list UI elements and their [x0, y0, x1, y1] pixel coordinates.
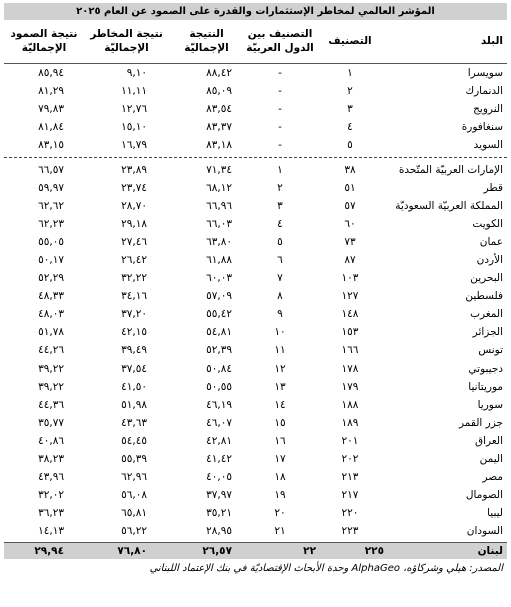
- cell-country: سوريا: [477, 398, 503, 411]
- cell-resilience: ٨٣,١٥: [38, 139, 64, 152]
- header-resilience: نتيجة الصمود الإجماليّة: [10, 28, 78, 54]
- cell-arab-rank: ١٦: [274, 434, 286, 447]
- cell-arab-rank: ١٥: [274, 416, 286, 429]
- cell-resilience: ٨١,٨٤: [38, 121, 64, 134]
- cell-resilience: ٥٥,٠٥: [38, 235, 64, 248]
- cell-total: ٣٧,٩٧: [206, 489, 232, 502]
- table-row: [4, 414, 507, 432]
- cell-rank: ٢٢٣: [341, 525, 359, 538]
- cell-resilience: ٣٩,٢٢: [38, 380, 64, 393]
- cell-rank: ٥: [347, 139, 353, 152]
- cell-total: ٦٨,١٢: [206, 181, 232, 194]
- table-title: المؤشر العالمي لمخاطر الإستثمارات والقدرة على الصمود عن العام ٢٠٢٥: [4, 3, 507, 20]
- cell-arab-rank: ٤: [277, 217, 283, 230]
- cell-risk: ١١,١١: [121, 85, 147, 98]
- cell-country: ليبيا: [487, 507, 503, 520]
- cell-total: ٥٠,٨٤: [206, 362, 232, 375]
- cell-country: الكويت: [472, 217, 503, 230]
- lebanon-arab-rank: ٢٢: [303, 545, 316, 558]
- cell-arab-rank: ١٧: [274, 453, 286, 466]
- cell-rank: ١٥٣: [341, 326, 359, 339]
- cell-total: ٨٣,٣٧: [206, 121, 232, 134]
- cell-rank: ٢٠٢: [341, 453, 359, 466]
- cell-resilience: ٤٨,٣٣: [38, 290, 64, 303]
- cell-resilience: ٣٨,٢٣: [38, 453, 64, 466]
- cell-total: ٦٣,٨٠: [206, 235, 232, 248]
- cell-risk: ١٦,٧٩: [121, 139, 147, 152]
- cell-country: سويسرا: [467, 67, 503, 80]
- cell-risk: ٣٤,١٦: [121, 290, 147, 303]
- cell-total: ٨٥,٠٩: [206, 85, 232, 98]
- cell-country: العراق: [474, 434, 503, 447]
- cell-resilience: ٦٦,٥٧: [38, 163, 64, 176]
- cell-resilience: ٤٤,٣٦: [38, 398, 64, 411]
- cell-arab-rank: ٢: [277, 181, 283, 194]
- cell-country: الصومال: [465, 489, 503, 502]
- cell-arab-rank: ١: [277, 163, 283, 176]
- header-country: البلد: [480, 34, 503, 47]
- cell-arab-rank: ١٨: [274, 471, 286, 484]
- cell-risk: ٢٧,٤٦: [121, 235, 147, 248]
- lebanon-resilience: ٢٩,٩٤: [34, 545, 64, 558]
- cell-total: ٨٣,٥٤: [206, 103, 232, 116]
- cell-country: موريتانيا: [468, 380, 503, 393]
- cell-rank: ١: [347, 67, 353, 80]
- cell-arab-rank: ٥: [277, 235, 283, 248]
- cell-risk: ٥٦,٢٢: [121, 525, 147, 538]
- cell-total: ٣٥,٢١: [206, 507, 232, 520]
- cell-rank: ٦٠: [344, 217, 356, 230]
- cell-resilience: ٨١,٢٩: [38, 85, 64, 98]
- header-rank: التصنيف: [328, 34, 372, 47]
- section-divider: [4, 157, 507, 158]
- cell-country: السويد: [473, 139, 503, 152]
- cell-total: ٢٨,٩٥: [206, 525, 232, 538]
- cell-total: ٥٢,٣٩: [206, 344, 232, 357]
- table-row: [4, 305, 507, 323]
- cell-total: ٥٧,٠٩: [206, 290, 232, 303]
- table-row: [4, 287, 507, 305]
- cell-country: النرويج: [473, 103, 503, 116]
- cell-total: ٦٦,٩٦: [206, 199, 232, 212]
- table-row: [4, 432, 507, 450]
- table-row: [4, 341, 507, 359]
- cell-arab-rank: ١٤: [274, 398, 286, 411]
- cell-rank: ١٧٨: [341, 362, 359, 375]
- cell-total: ٧١,٣٤: [206, 163, 232, 176]
- cell-rank: ٢٢٠: [341, 507, 359, 520]
- cell-risk: ٢٦,٤٢: [121, 253, 147, 266]
- cell-country: جزر القمر: [459, 416, 503, 429]
- table-row: [4, 396, 507, 414]
- cell-resilience: ٤٣,٩٦: [38, 471, 64, 484]
- cell-country: عمان: [479, 235, 503, 248]
- table-row: [4, 450, 507, 468]
- cell-resilience: ٥٢,٢٩: [38, 272, 64, 285]
- cell-resilience: ٤٠,٨٦: [38, 434, 64, 447]
- cell-risk: ٣٢,٢٢: [121, 272, 147, 285]
- cell-total: ٤١,٤٢: [206, 453, 232, 466]
- cell-country: قطر: [483, 181, 503, 194]
- cell-rank: ١٤٨: [341, 308, 359, 321]
- cell-risk: ٢٣,٧٤: [121, 181, 147, 194]
- cell-country: الإمارات العربيّة المتّحدة: [398, 163, 503, 176]
- cell-resilience: ٤٨,٠٣: [38, 308, 64, 321]
- cell-risk: ٢٣,٨٩: [121, 163, 147, 176]
- cell-rank: ٥٧: [344, 199, 356, 212]
- cell-total: ٤٦,٠٧: [206, 416, 232, 429]
- cell-total: ٥٥,٤٢: [206, 308, 232, 321]
- lebanon-country: لبنان: [477, 545, 503, 558]
- cell-arab-rank: ٢٠: [274, 507, 286, 520]
- cell-resilience: ١٤,١٣: [38, 525, 64, 538]
- cell-risk: ١٥,١٠: [121, 121, 147, 134]
- cell-risk: ٩,١٠: [126, 67, 147, 80]
- table-header: [4, 20, 507, 64]
- cell-risk: ٦٥,٨١: [121, 507, 147, 520]
- cell-country: سنغافورة: [461, 121, 503, 134]
- cell-arab-rank: ١٠: [274, 326, 286, 339]
- cell-total: ٤٠,٠٥: [206, 471, 232, 484]
- cell-risk: ٦٢,٩٦: [121, 471, 147, 484]
- cell-arab-rank: ١١: [274, 344, 286, 357]
- cell-rank: ١٠٣: [341, 272, 359, 285]
- lebanon-total: ٢٦,٥٧: [202, 545, 232, 558]
- cell-country: المغرب: [470, 308, 503, 321]
- table-row: [4, 215, 507, 233]
- header-total: النتيجة الإجماليّة: [184, 28, 229, 54]
- cell-risk: ٢٨,٧٠: [121, 199, 147, 212]
- cell-resilience: ٧٩,٨٣: [38, 103, 64, 116]
- table-row: [4, 160, 507, 178]
- cell-country: تونس: [478, 344, 503, 357]
- cell-risk: ٥٦,٠٨: [121, 489, 147, 502]
- cell-country: البحرين: [470, 272, 503, 285]
- cell-risk: ٤٣,٦٣: [121, 416, 147, 429]
- cell-arab-rank: -: [278, 85, 282, 98]
- cell-rank: ٢: [347, 85, 353, 98]
- table-row: [4, 136, 507, 154]
- cell-resilience: ٣٢,٠٢: [38, 489, 64, 502]
- table-row: [4, 64, 507, 82]
- cell-arab-rank: ١٢: [274, 362, 286, 375]
- cell-total: ٦٠,٠٣: [206, 272, 232, 285]
- cell-resilience: ٣٥,٧٧: [38, 416, 64, 429]
- cell-resilience: ٣٦,٢٣: [38, 507, 64, 520]
- cell-risk: ٤٢,١٥: [121, 326, 147, 339]
- cell-arab-rank: ٣: [277, 199, 283, 212]
- cell-resilience: ٣٩,٢٢: [38, 362, 64, 375]
- table-row: [4, 504, 507, 522]
- cell-risk: ٥٤,٤٥: [121, 434, 147, 447]
- table-row: [4, 197, 507, 215]
- cell-rank: ٤: [347, 121, 353, 134]
- header-risk: نتيجة المخاطر الإجماليّة: [90, 28, 163, 54]
- cell-arab-rank: -: [278, 139, 282, 152]
- cell-risk: ٣٩,٤٩: [121, 344, 147, 357]
- lebanon-rank: ٢٢٥: [364, 545, 384, 558]
- cell-rank: ٢٠١: [341, 434, 359, 447]
- cell-total: ٦٦,٠٣: [206, 217, 232, 230]
- cell-total: ٨٨,٤٢: [206, 67, 232, 80]
- table-row: [4, 378, 507, 396]
- cell-total: ٤٦,١٩: [206, 398, 232, 411]
- cell-total: ٦١,٨٨: [206, 253, 232, 266]
- table-row: [4, 269, 507, 287]
- cell-resilience: ٤٤,٢٦: [38, 344, 64, 357]
- cell-rank: ٥١: [344, 181, 356, 194]
- cell-rank: ٧٣: [344, 235, 356, 248]
- top-countries: [4, 64, 507, 154]
- report-table: [4, 3, 507, 574]
- cell-arab-rank: ٩: [277, 308, 283, 321]
- table-row: [4, 233, 507, 251]
- cell-resilience: ٦٢,٦٢: [38, 199, 64, 212]
- cell-risk: ٣٧,٢٠: [121, 308, 147, 321]
- cell-rank: ١٢٧: [341, 290, 359, 303]
- cell-resilience: ٥٠,١٧: [38, 253, 64, 266]
- cell-country: الجزائر: [472, 326, 503, 339]
- table-row: [4, 522, 507, 540]
- arab-countries: [4, 160, 507, 540]
- cell-risk: ٤١,٥٠: [121, 380, 147, 393]
- cell-risk: ٥٥,٣٩: [121, 453, 147, 466]
- cell-arab-rank: ٧: [277, 272, 283, 285]
- table-row: [4, 360, 507, 378]
- cell-country: اليمن: [479, 453, 503, 466]
- cell-rank: ١٦٦: [341, 344, 359, 357]
- cell-rank: ١٧٩: [341, 380, 359, 393]
- header-arab-rank: التصنيف بين الدول العربيّة: [246, 28, 314, 54]
- cell-total: ٤٢,٨١: [206, 434, 232, 447]
- cell-country: الدنمارك: [465, 85, 503, 98]
- cell-total: ٥٠,٥٥: [206, 380, 232, 393]
- cell-rank: ١٨٩: [341, 416, 359, 429]
- table-row: [4, 118, 507, 136]
- lebanon-row: [4, 542, 507, 559]
- table-row: [4, 251, 507, 269]
- cell-arab-rank: ٢١: [274, 525, 286, 538]
- lebanon-risk: ٧٦,٨٠: [117, 545, 147, 558]
- cell-risk: ٢٩,١٨: [121, 217, 147, 230]
- cell-risk: ١٢,٧٦: [121, 103, 147, 116]
- cell-country: الأردن: [476, 253, 503, 266]
- cell-resilience: ٥١,٧٨: [38, 326, 64, 339]
- table-row: [4, 468, 507, 486]
- cell-arab-rank: ٦: [277, 253, 283, 266]
- table-row: [4, 179, 507, 197]
- cell-arab-rank: -: [278, 103, 282, 116]
- cell-rank: ١٨٨: [341, 398, 359, 411]
- cell-resilience: ٨٥,٩٤: [38, 67, 64, 80]
- table-row: [4, 82, 507, 100]
- cell-country: دجيبوتي: [468, 362, 503, 375]
- cell-rank: ٢١٧: [341, 489, 359, 502]
- source-note: المصدر: هيلي وشركاؤه، AlphaGeo وحدة الأبحاث الإقتصاديّة في بنك الإعتماد اللبناني: [149, 563, 503, 575]
- cell-resilience: ٦٢,٢٣: [38, 217, 64, 230]
- cell-arab-rank: ٨: [277, 290, 283, 303]
- cell-country: المملكة العربيّة السعوديّة: [395, 199, 503, 212]
- cell-total: ٥٤,٨١: [206, 326, 232, 339]
- cell-arab-rank: ١٣: [274, 380, 286, 393]
- cell-arab-rank: -: [278, 67, 282, 80]
- cell-risk: ٥١,٩٨: [121, 398, 147, 411]
- table-row: [4, 323, 507, 341]
- cell-rank: ٨٧: [344, 253, 356, 266]
- cell-country: السودان: [466, 525, 503, 538]
- cell-risk: ٣٧,٥٤: [121, 362, 147, 375]
- cell-country: مصر: [482, 471, 503, 484]
- table-row: [4, 486, 507, 504]
- cell-arab-rank: -: [278, 121, 282, 134]
- cell-total: ٨٣,١٨: [206, 139, 232, 152]
- cell-rank: ٣: [347, 103, 353, 116]
- cell-arab-rank: ١٩: [274, 489, 286, 502]
- cell-rank: ٢١٣: [341, 471, 359, 484]
- cell-resilience: ٥٩,٩٧: [38, 181, 64, 194]
- cell-rank: ٣٨: [344, 163, 356, 176]
- cell-country: فلسطين: [465, 290, 503, 303]
- table-row: [4, 100, 507, 118]
